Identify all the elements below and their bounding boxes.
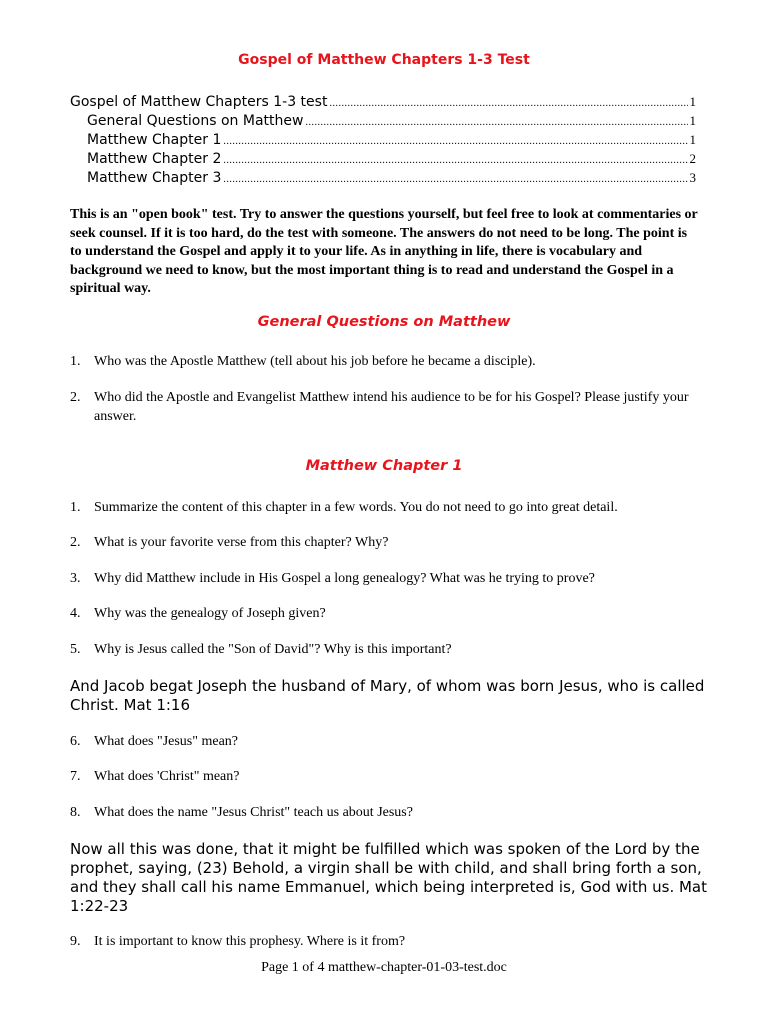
question-item: [70, 604, 700, 623]
toc-entry-label: Gospel of Matthew Chapters 1-3 test: [70, 94, 328, 110]
section-heading-chapter-1: Matthew Chapter 1: [305, 458, 463, 474]
question-number: 8.: [70, 805, 81, 820]
question-item: [70, 533, 700, 552]
intro-paragraph: This is an "open book" test. Try to answer the questions yourself, but feel free to look at commentaries or seek counsel. If it is too hard, do the test with someone. The answers do not need to be long. The point is to understand the Gospel and apply it to your life. As in anything in life, there is vocabulary and background we need to know, but the most important thing is to read and understand the Gospel in a spiritual way.: [70, 207, 698, 296]
question-item: [70, 640, 700, 659]
toc-entry-label: Matthew Chapter 2: [87, 151, 222, 167]
question-number: 7.: [70, 769, 81, 784]
question-text: It is important to know this prophesy. Where is it from?: [94, 934, 406, 949]
question-number: 3.: [70, 571, 81, 586]
toc-entry-label: Matthew Chapter 1: [87, 132, 222, 148]
toc-entry[interactable]: [70, 132, 696, 151]
question-item: [70, 803, 700, 822]
toc-leader-dots: [305, 117, 687, 128]
toc-leader-dots: [223, 174, 687, 185]
toc-entry[interactable]: [70, 113, 696, 132]
question-item: [70, 732, 700, 751]
toc-entry[interactable]: [70, 170, 696, 189]
question-text: What is your favorite verse from this chapter? Why?: [94, 535, 389, 550]
question-item: [70, 388, 700, 426]
toc-entry-page: 1: [689, 94, 696, 109]
toc-entry-label: General Questions on Matthew: [87, 113, 304, 129]
question-text: What does "Jesus" mean?: [94, 734, 238, 749]
toc-leader-dots: [223, 155, 687, 166]
question-text: Who did the Apostle and Evangelist Matthew intend his audience to be for his Gospel? Please justify your answer.: [94, 390, 689, 424]
toc-entry-page: 2: [689, 151, 696, 166]
question-text: Why is Jesus called the "Son of David"? Why is this important?: [94, 642, 452, 657]
question-item: [70, 932, 700, 951]
toc-entry[interactable]: [70, 94, 696, 113]
scripture-quote: And Jacob begat Joseph the husband of Mary, of whom was born Jesus, who is called Christ. Mat 1:16: [70, 677, 705, 714]
page-footer: Page 1 of 4 matthew-chapter-01-03-test.doc: [261, 960, 507, 975]
toc-entry-label: Matthew Chapter 3: [87, 170, 222, 186]
table-of-contents: [70, 94, 696, 189]
question-text: What does the name "Jesus Christ" teach us about Jesus?: [94, 805, 413, 820]
toc-entry-page: 1: [689, 132, 696, 147]
question-number: 2.: [70, 390, 81, 405]
question-number: 5.: [70, 642, 81, 657]
question-number: 4.: [70, 606, 81, 621]
question-number: 9.: [70, 934, 81, 949]
question-number: 2.: [70, 535, 81, 550]
toc-entry-page: 3: [689, 170, 696, 185]
question-text: Why was the genealogy of Joseph given?: [94, 606, 326, 621]
question-item: [70, 569, 700, 588]
scripture-quote: Now all this was done, that it might be fulfilled which was spoken of the Lord by the prophet, saying, (23) Behold, a virgin shall be with child, and shall bring forth a son, and they shall call his name Emmanuel, which being interpreted is, God with us. Mat 1:22-23: [70, 840, 708, 915]
question-number: 1.: [70, 500, 81, 515]
toc-leader-dots: [329, 98, 687, 109]
toc-entry[interactable]: [70, 151, 696, 170]
question-text: Why did Matthew include in His Gospel a long genealogy? What was he trying to prove?: [94, 571, 595, 586]
question-item: [70, 767, 700, 786]
question-text: Summarize the content of this chapter in a few words. You do not need to go into great detail.: [94, 500, 618, 515]
section-heading-general: General Questions on Matthew: [257, 314, 511, 330]
toc-entry-page: 1: [689, 113, 696, 128]
question-text: Who was the Apostle Matthew (tell about his job before he became a disciple).: [94, 354, 536, 369]
toc-leader-dots: [223, 136, 687, 147]
question-number: 6.: [70, 734, 81, 749]
question-item: [70, 352, 700, 371]
question-number: 1.: [70, 354, 81, 369]
question-text: What does 'Christ" mean?: [94, 769, 240, 784]
question-item: [70, 498, 700, 517]
document-title: Gospel of Matthew Chapters 1-3 Test: [238, 52, 530, 68]
